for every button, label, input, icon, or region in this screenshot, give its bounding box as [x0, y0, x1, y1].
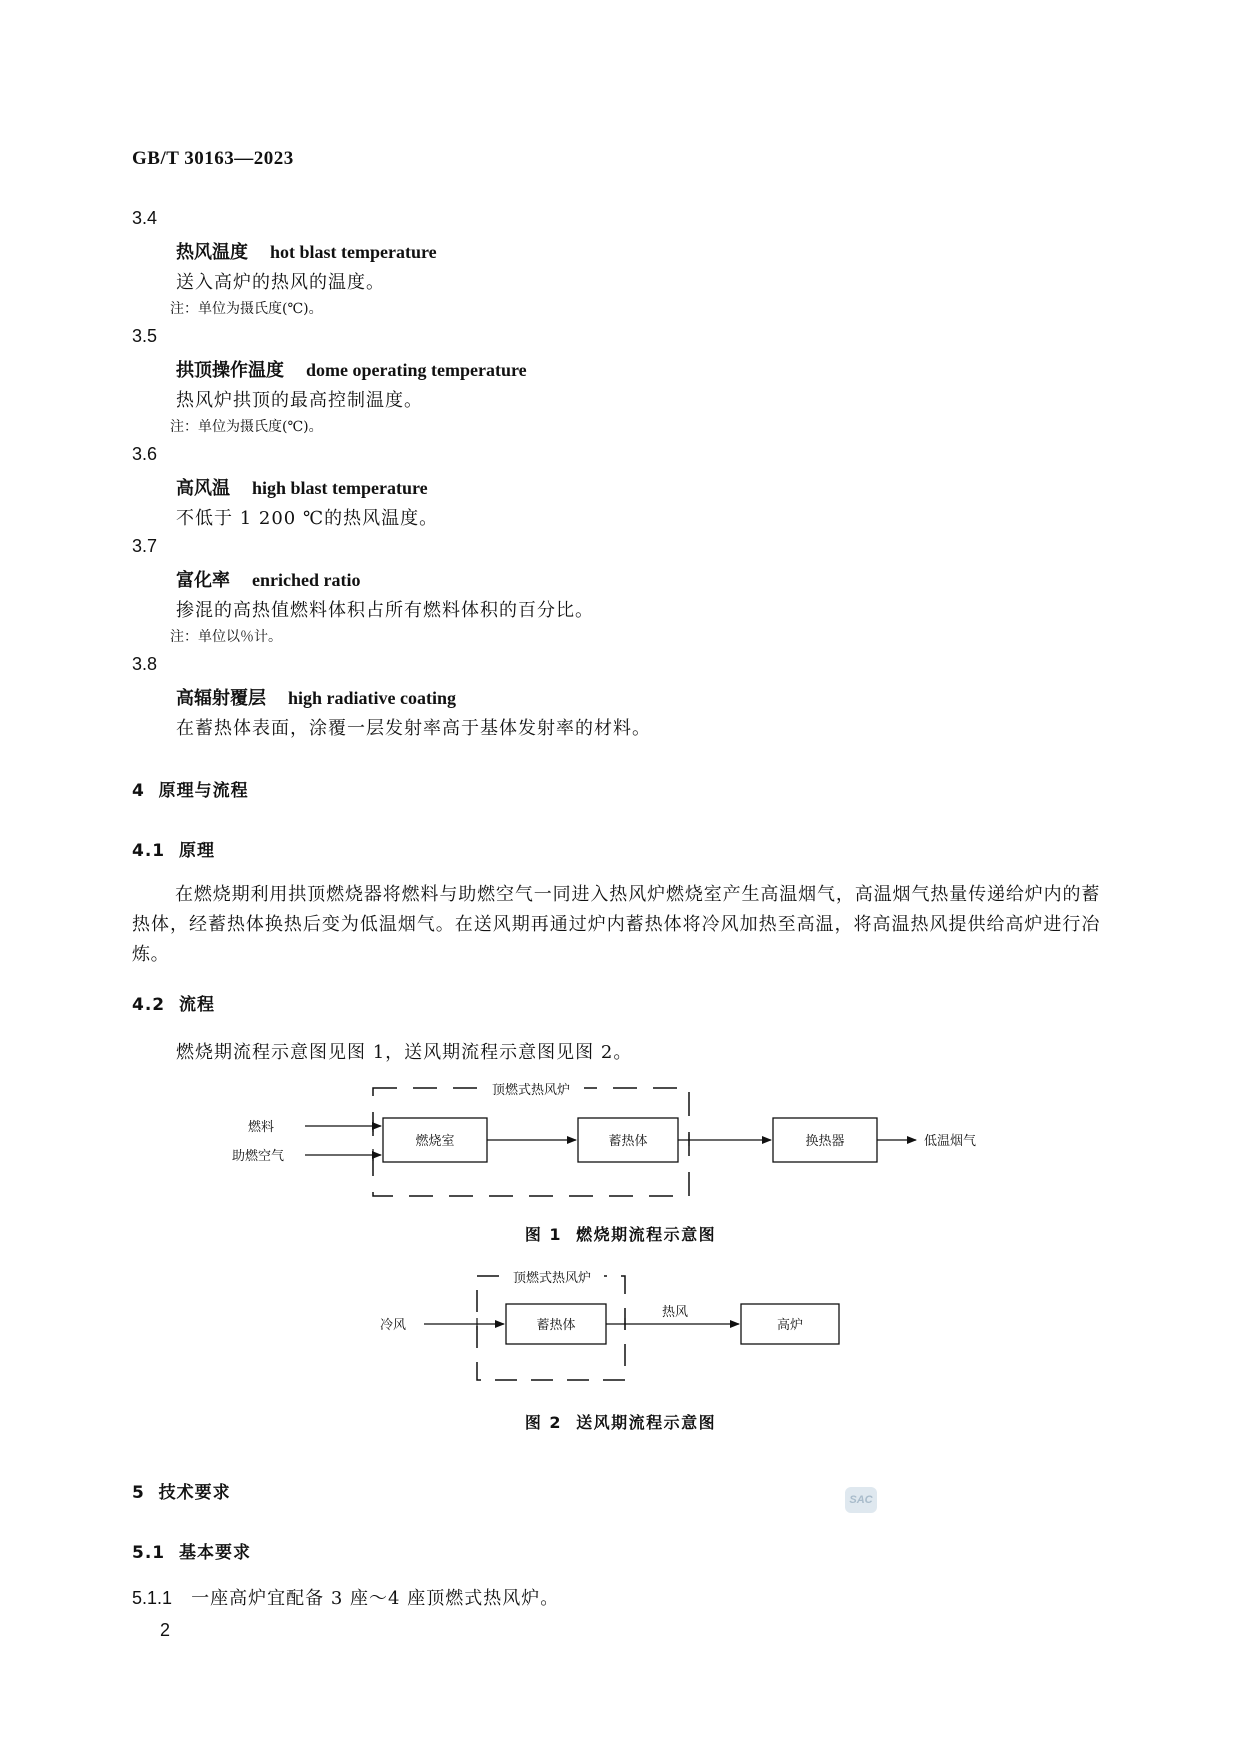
term-definition: 掺混的高热值燃料体积占所有燃料体积的百分比。 — [176, 600, 594, 621]
figure-1-caption: 图 1 燃烧期流程示意图 — [524, 1225, 717, 1244]
frame-label: 顶燃式热风炉 — [512, 1271, 592, 1286]
term-number: 3.5 — [132, 326, 158, 346]
term-title — [176, 356, 527, 382]
clause-5-1-1 — [132, 1584, 559, 1610]
section-4-2-text: 燃烧期流程示意图见图 1，送风期流程示意图见图 2。 — [176, 1042, 633, 1063]
cold-air-label: 冷风 — [380, 1318, 407, 1333]
term-number: 3.4 — [132, 208, 158, 228]
term-en: high blast temperature — [252, 478, 428, 498]
term-title — [176, 238, 437, 264]
term-en: hot blast temperature — [270, 242, 437, 262]
term-definition: 热风炉拱顶的最高控制温度。 — [176, 390, 423, 411]
clause-text: 一座高炉宜配备 3 座～4 座顶燃式热风炉。 — [191, 1588, 560, 1609]
section-4-title: 4 原理与流程 — [132, 781, 249, 801]
regenerator-label: 蓄热体 — [608, 1134, 648, 1149]
hot-blast-label: 热风 — [662, 1305, 689, 1320]
term-en: dome operating temperature — [306, 360, 527, 380]
figure-1-diagram — [0, 1070, 1241, 1200]
output-label: 低温烟气 — [924, 1134, 977, 1149]
figure-2-diagram — [0, 1262, 1241, 1382]
term-title — [176, 684, 456, 710]
term-zh: 高风温 — [176, 478, 230, 499]
term-en: high radiative coating — [288, 688, 457, 708]
term-note: 注：单位为摄氏度(℃)。 — [170, 419, 323, 435]
clause-number: 5.1.1 — [132, 1588, 173, 1608]
term-title — [176, 566, 360, 592]
section-4-2-title: 4.2 流程 — [132, 995, 215, 1015]
section-4-1-text: 在燃烧期利用拱顶燃烧器将燃料与助燃空气一同进入热风炉燃烧室产生高温烟气，高温烟气热量传递给炉内的蓄热体，经蓄热体换热后变为低温烟气。在送风期再通过炉内蓄热体将冷风加热至高温，将高温热风提供给高炉进行冶炼。 — [132, 884, 1100, 965]
frame-label: 顶燃式热风炉 — [491, 1083, 571, 1098]
term-en: enriched ratio — [252, 570, 361, 590]
term-note: 注：单位以％计。 — [170, 629, 282, 645]
term-note: 注：单位为摄氏度(℃)。 — [170, 301, 323, 317]
standard-code: GB/T 30163—2023 — [132, 148, 294, 169]
combustion-label: 燃烧室 — [415, 1134, 455, 1149]
regenerator-label: 蓄热体 — [536, 1318, 576, 1333]
term-definition: 送入高炉的热风的温度。 — [176, 272, 385, 293]
figure-2-caption: 图 2 送风期流程示意图 — [524, 1413, 717, 1432]
term-zh: 拱顶操作温度 — [176, 360, 284, 381]
term-title — [176, 474, 428, 500]
section-4-1-title: 4.1 原理 — [132, 841, 215, 861]
term-definition: 不低于 1 200 ℃的热风温度。 — [176, 508, 439, 529]
term-definition: 在蓄热体表面，涂覆一层发射率高于基体发射率的材料。 — [176, 718, 651, 739]
term-number: 3.7 — [132, 536, 158, 556]
section-5-title: 5 技术要求 — [132, 1483, 231, 1503]
section-5-1-title: 5.1 基本要求 — [132, 1543, 251, 1563]
page-number: 2 — [160, 1620, 171, 1640]
sac-watermark-logo: SAC — [845, 1487, 877, 1513]
term-number: 3.8 — [132, 654, 158, 674]
term-zh: 富化率 — [176, 570, 230, 591]
exchanger-label: 换热器 — [805, 1134, 845, 1149]
input-fuel-label: 燃料 — [248, 1120, 275, 1135]
input-air-label: 助燃空气 — [232, 1149, 285, 1164]
term-zh: 高辐射覆层 — [176, 688, 266, 709]
term-number: 3.6 — [132, 444, 158, 464]
blast-furnace-label: 高炉 — [776, 1318, 804, 1333]
term-zh: 热风温度 — [176, 242, 248, 263]
